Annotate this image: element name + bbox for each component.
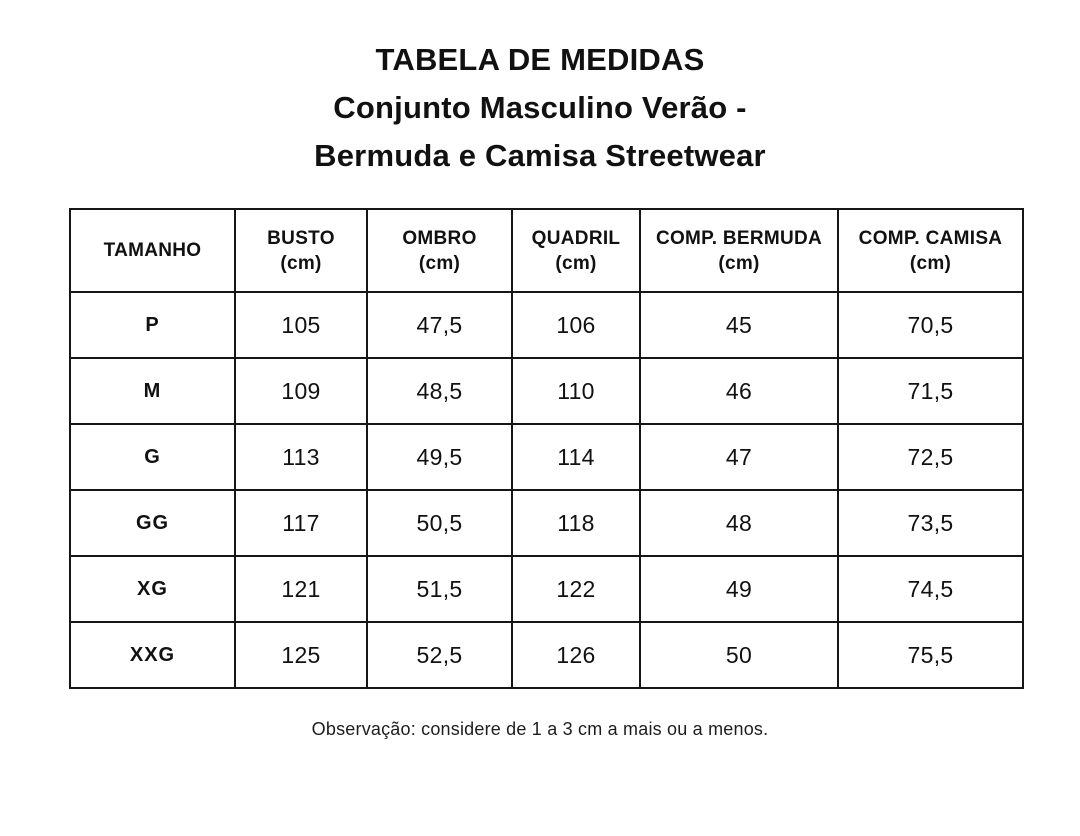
size-label: XXG bbox=[70, 622, 235, 688]
header-unit: (cm) bbox=[718, 252, 760, 274]
measure-value: 105 bbox=[235, 292, 367, 358]
measure-value: 49 bbox=[640, 556, 838, 622]
measure-value: 52,5 bbox=[367, 622, 512, 688]
measure-value: 74,5 bbox=[838, 556, 1023, 622]
measure-value: 70,5 bbox=[838, 292, 1023, 358]
page-title-line-2: Conjunto Masculino Verão - bbox=[333, 90, 747, 125]
page-title-line-3: Bermuda e Camisa Streetwear bbox=[314, 138, 766, 173]
size-label: GG bbox=[70, 490, 235, 556]
measure-value: 46 bbox=[640, 358, 838, 424]
measure-value: 47 bbox=[640, 424, 838, 490]
size-row-GG bbox=[70, 490, 1023, 556]
size-label: P bbox=[70, 292, 235, 358]
size-row-M bbox=[70, 358, 1023, 424]
header-label: COMP. BERMUDA bbox=[655, 227, 823, 249]
measure-value: 113 bbox=[235, 424, 367, 490]
header-label: TAMANHO bbox=[103, 240, 202, 261]
header-unit: (cm) bbox=[280, 252, 322, 274]
measure-value: 48,5 bbox=[367, 358, 512, 424]
header-comp-camisa bbox=[838, 209, 1023, 292]
measure-value: 73,5 bbox=[838, 490, 1023, 556]
size-row-G bbox=[70, 424, 1023, 490]
header-busto bbox=[235, 209, 367, 292]
size-row-XG bbox=[70, 556, 1023, 622]
measure-value: 125 bbox=[235, 622, 367, 688]
size-row-XXG bbox=[70, 622, 1023, 688]
header-tamanho bbox=[70, 209, 235, 292]
measure-value: 72,5 bbox=[838, 424, 1023, 490]
header-label: QUADRIL bbox=[531, 227, 621, 249]
measure-value: 48 bbox=[640, 490, 838, 556]
size-label: G bbox=[70, 424, 235, 490]
measure-value: 49,5 bbox=[367, 424, 512, 490]
size-label: XG bbox=[70, 556, 235, 622]
measure-value: 117 bbox=[235, 490, 367, 556]
measure-value: 122 bbox=[512, 556, 640, 622]
size-row-P bbox=[70, 292, 1023, 358]
header-quadril bbox=[512, 209, 640, 292]
page-title bbox=[0, 36, 1080, 180]
header-comp-bermuda bbox=[640, 209, 838, 292]
measure-value: 118 bbox=[512, 490, 640, 556]
size-chart-page bbox=[0, 36, 1080, 836]
header-unit: (cm) bbox=[555, 252, 597, 274]
measure-value: 114 bbox=[512, 424, 640, 490]
measure-value: 110 bbox=[512, 358, 640, 424]
header-label: BUSTO bbox=[267, 227, 335, 249]
size-label: M bbox=[70, 358, 235, 424]
measure-value: 121 bbox=[235, 556, 367, 622]
measure-value: 50 bbox=[640, 622, 838, 688]
measure-value: 45 bbox=[640, 292, 838, 358]
measure-value: 109 bbox=[235, 358, 367, 424]
header-unit: (cm) bbox=[909, 252, 952, 274]
measure-value: 71,5 bbox=[838, 358, 1023, 424]
header-unit: (cm) bbox=[418, 252, 461, 274]
measure-value: 47,5 bbox=[367, 292, 512, 358]
measure-value: 50,5 bbox=[367, 490, 512, 556]
note-text: Observação: considere de 1 a 3 cm a mais ou a menos. bbox=[311, 719, 769, 739]
measure-value: 75,5 bbox=[838, 622, 1023, 688]
measure-value: 106 bbox=[512, 292, 640, 358]
header-ombro bbox=[367, 209, 512, 292]
size-table bbox=[69, 208, 1024, 689]
header-row bbox=[70, 209, 1023, 292]
page-title-line-1: TABELA DE MEDIDAS bbox=[375, 42, 705, 77]
measure-value: 51,5 bbox=[367, 556, 512, 622]
header-label: OMBRO bbox=[402, 227, 477, 249]
header-label: COMP. CAMISA bbox=[858, 227, 1003, 249]
measure-value: 126 bbox=[512, 622, 640, 688]
